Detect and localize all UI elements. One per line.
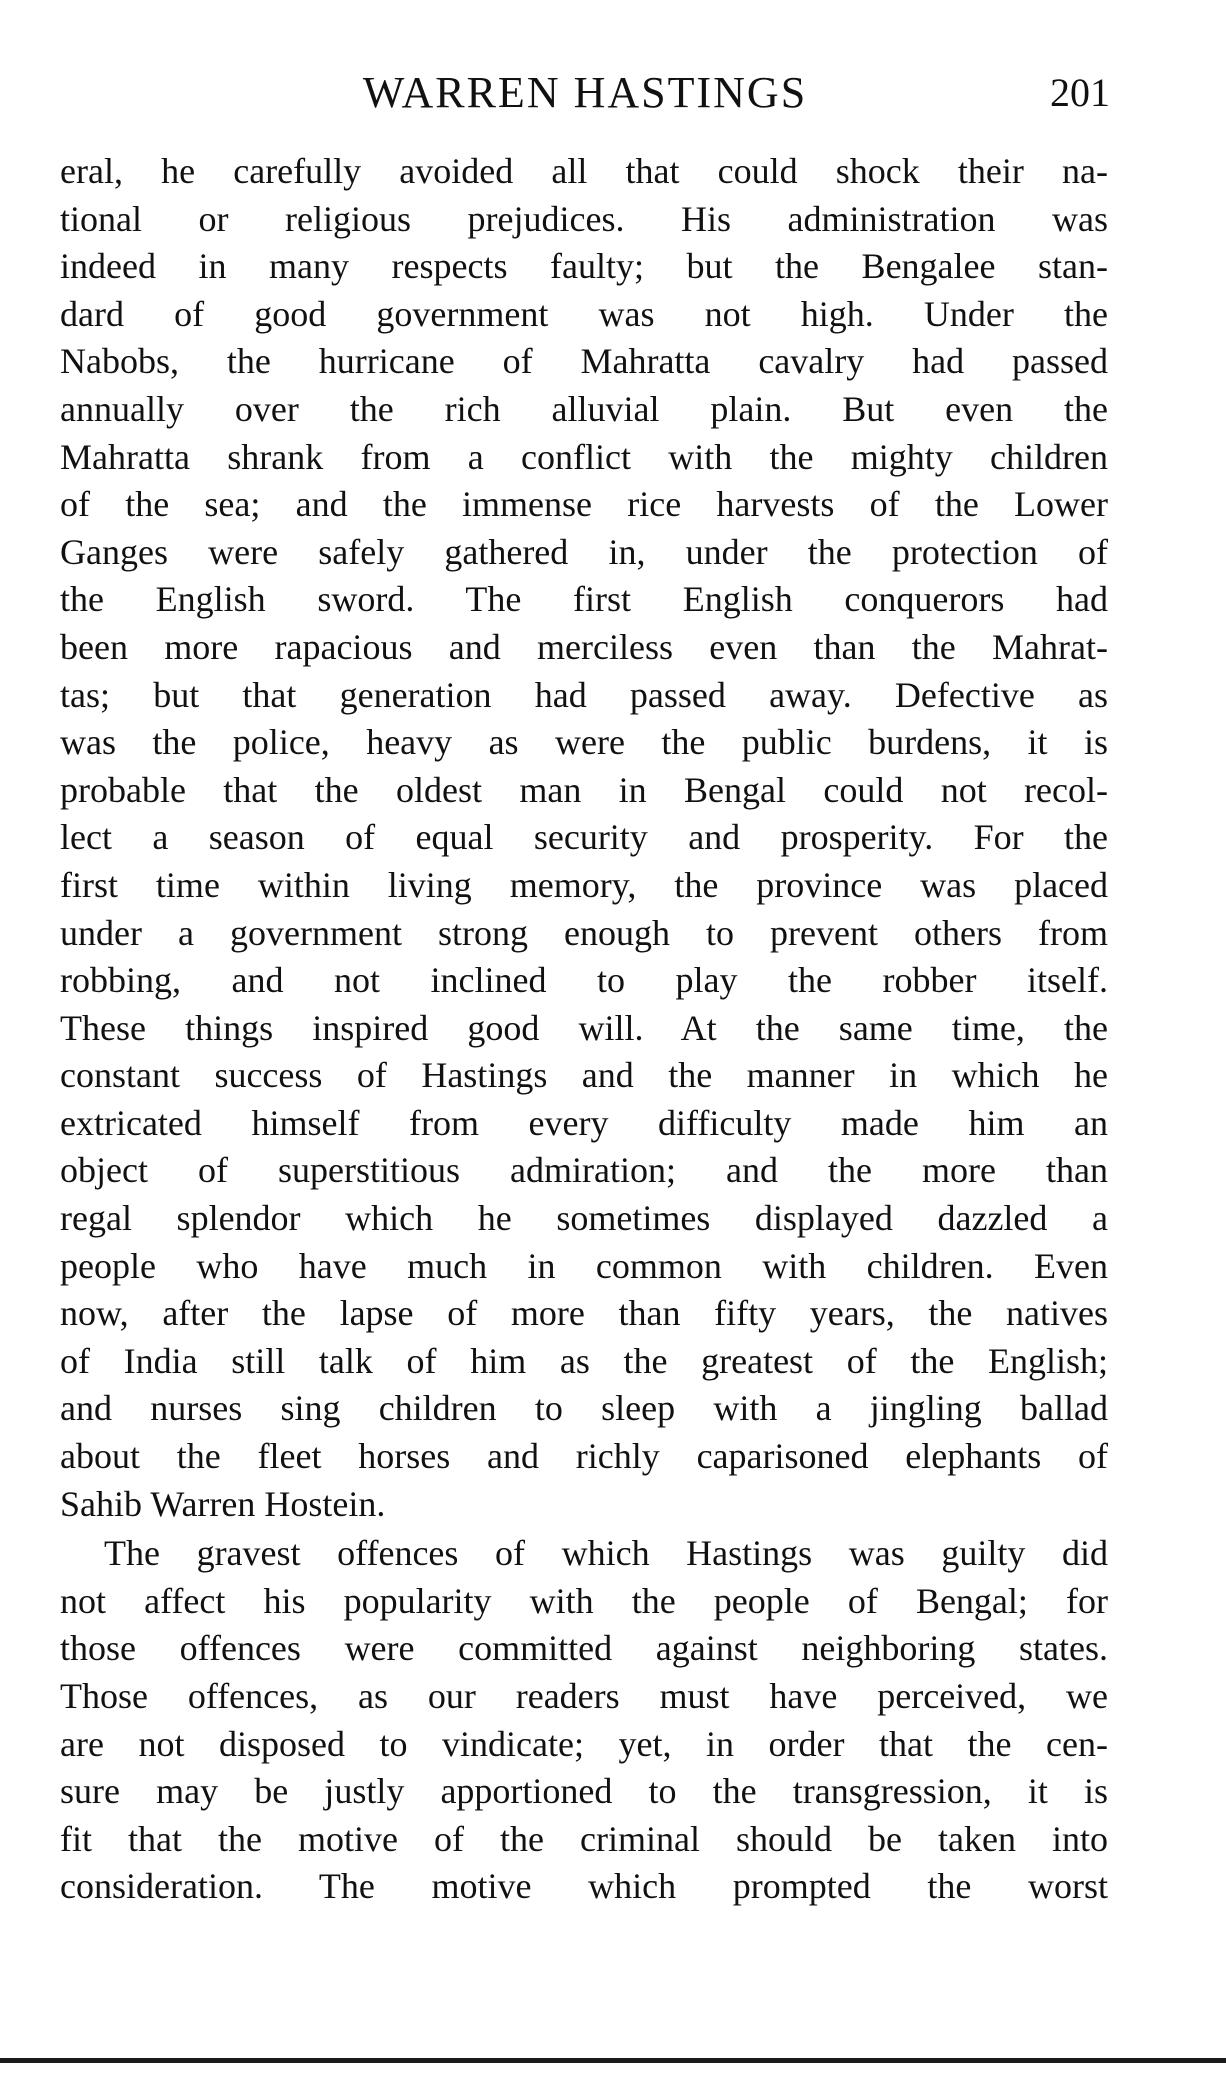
text-line: These things inspired good will. At the same time, the [60, 1007, 1108, 1048]
text-line: regal splendor which he sometimes displayed dazzled a [60, 1198, 1108, 1239]
text-line: dard of good government was not high. Under the [60, 293, 1108, 334]
text-line: Sahib Warren Hostein. [60, 1483, 386, 1524]
text-line: Ganges were safely gathered in, under the protection of [60, 531, 1108, 572]
text-line: people who have much in common with children. Even [60, 1245, 1108, 1286]
bottom-rule [0, 2058, 1226, 2063]
paragraph-1 [60, 148, 1108, 1528]
text-line: Those offences, as our readers must have perceived, we [60, 1676, 1108, 1716]
page-number: 201 [1050, 70, 1110, 115]
text-line: about the fleet horses and richly caparisoned elephants of [60, 1436, 1108, 1477]
text-line: lect a season of equal security and prosperity. For the [60, 817, 1108, 858]
text-line: and nurses sing children to sleep with a jingling ballad [60, 1388, 1108, 1429]
text-line: fit that the motive of the criminal should be taken into [60, 1818, 1108, 1859]
text-line: sure may be justly apportioned to the transgression, it is [60, 1771, 1108, 1812]
running-header [60, 68, 1110, 118]
text-line: eral, he carefully avoided all that could shock their na- [60, 151, 1108, 191]
text-line: annually over the rich alluvial plain. But even the [60, 388, 1108, 429]
text-line: now, after the lapse of more than fifty years, the natives [60, 1293, 1108, 1334]
text-line: indeed in many respects faulty; but the Bengalee stan- [60, 246, 1108, 287]
text-line: consideration. The motive which prompted the worst [60, 1866, 1108, 1907]
running-title: WARREN HASTINGS [362, 68, 808, 117]
text-line: of India still talk of him as the greatest of the English; [60, 1340, 1108, 1381]
text-line: first time within living memory, the province was placed [60, 864, 1108, 905]
text-line: those offences were committed against neighboring states. [60, 1628, 1108, 1669]
text-line: Nabobs, the hurricane of Mahratta cavalry had passed [60, 341, 1108, 382]
text-line: was the police, heavy as were the public burdens, it is [60, 722, 1108, 763]
text-line: extricated himself from every difficulty made him an [60, 1102, 1108, 1143]
text-line: of the sea; and the immense rice harvests of the Lower [60, 484, 1108, 525]
text-line: constant success of Hastings and the manner in which he [60, 1055, 1108, 1096]
text-line: been more rapacious and merciless even than the Mahrat- [60, 626, 1108, 667]
text-line: are not disposed to vindicate; yet, in order that the cen- [60, 1723, 1108, 1764]
text-line: probable that the oldest man in Bengal could not recol- [60, 769, 1108, 810]
paragraph-2 [60, 1530, 1108, 1911]
text-line: object of superstitious admiration; and the more than [60, 1150, 1108, 1191]
text-line: tas; but that generation had passed away. Defective as [60, 674, 1108, 715]
text-line: Mahratta shrank from a conflict with the mighty children [60, 436, 1108, 477]
text-line: tional or religious prejudices. His administration was [60, 198, 1108, 239]
text-line: not affect his popularity with the people of Bengal; for [60, 1580, 1108, 1621]
text-line: The gravest offences of which Hastings was guilty did [104, 1533, 1108, 1574]
body-text [60, 148, 1108, 1911]
text-line: the English sword. The first English conquerors had [60, 579, 1108, 620]
text-line: under a government strong enough to prevent others from [60, 912, 1108, 953]
text-line: robbing, and not inclined to play the robber itself. [60, 960, 1108, 1001]
